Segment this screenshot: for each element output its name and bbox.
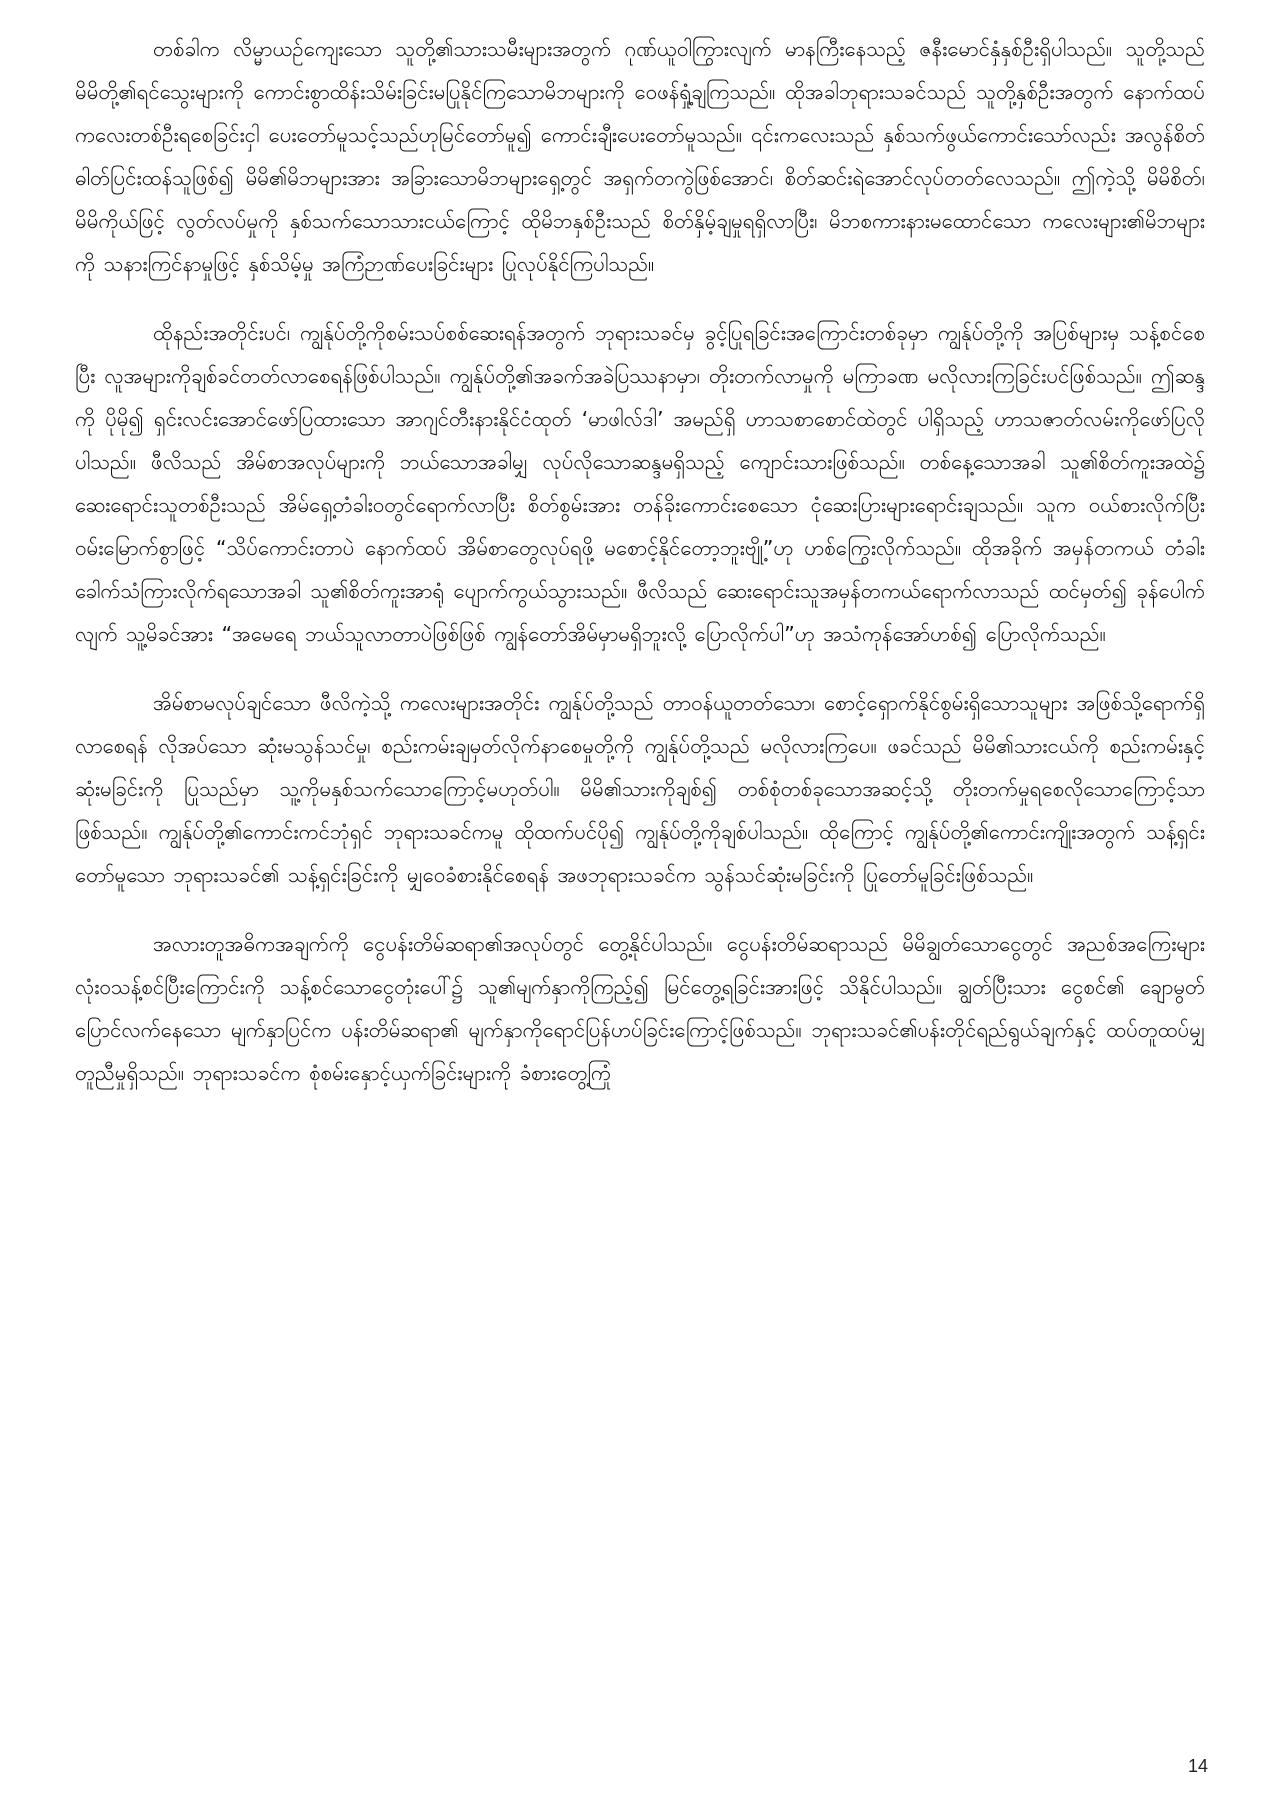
paragraph-2: ထိုနည်းအတိုင်းပင်၊ ကျွန်ုပ်တို့ကိုစမ်းသပ်စစ်ဆေးရန်အတွက် ဘုရားသခင်မှ ခွင့်ပြုရခြင်းအကြောင်းတစ်ခုမှာ ကျွန်ုပ်တို့ကို အပြစ်များမှ သန့်စင်စေပြီး လူအများကိုချစ်ခင်တတ်လာစေရန်ဖြစ်ပါသည်။ ကျွန်ုပ်တို့၏အခက်အခဲပြဿနာမှာ၊ တိုးတက်လာမှုကို မကြာခဏ မလိုလားကြခြင်းပင်ဖြစ်သည်။ ဤဆန္ဒကို ပိုမို၍ ရှင်းလင်းအောင်ဖော်ပြထားသော အာဂျင်တီးနားနိုင်ငံထုတ် ‘မာဖါလ်ဒါ’ အမည်ရှိ ဟာသစာစောင်ထဲတွင် ပါရှိသည့် ဟာသဇာတ်လမ်းကိုဖော်ပြလိုပါသည်။ ဖီလိသည် အိမ်စာအလုပ်များကို ဘယ်သောအခါမျှ လုပ်လိုသောဆန္ဒမရှိသည့် ကျောင်းသားဖြစ်သည်။ တစ်နေ့သောအခါ သူ၏စိတ်ကူးအထဲ၌ ဆေးရောင်းသူတစ်ဦးသည် အိမ်ရှေ့တံခါးဝတွင်ရောက်လာပြီး စိတ်စွမ်းအား တန်ခိုးကောင်းစေသော ငုံဆေးပြားများရောင်းချသည်။ သူက ဝယ်စားလိုက်ပြီး ဝမ်းမြောက်စွာဖြင့် “သိပ်ကောင်းတာပဲ နောက်ထပ် အိမ်စာတွေလုပ်ရဖို့ မစောင့်နိုင်တော့ဘူးဗျို့”ဟု ဟစ်ကြွေးလိုက်သည်။ ထိုအခိုက် အမှန်တကယ် တံခါးခေါက်သံကြားလိုက်ရသောအခါ သူ၏စိတ်ကူးအာရုံ ပျောက်ကွယ်သွားသည်။ ဖီလိသည် ဆေးရောင်းသူအမှန်တကယ်ရောက်လာသည် ထင်မှတ်၍ ခုန်ပေါက်လျက် သူ့မိခင်အား “အမေရေ ဘယ်သူလာတာပဲဖြစ်ဖြစ် ကျွန်တော်အိမ်မှာမရှိဘူးလို့ ပြောလိုက်ပါ”ဟု အသံကုန်အော်ဟစ်၍ ပြောလိုက်သည်။ [75, 321, 1205, 646]
paragraph-3: အိမ်စာမလုပ်ချင်သော ဖီလိကဲ့သို့ ကလေးများအတိုင်း ကျွန်ုပ်တို့သည် တာဝန်ယူတတ်သော၊ စောင့်ရှောက်နိုင်စွမ်းရှိသောသူများ အဖြစ်သို့ရောက်ရှိလာစေရန် လိုအပ်သော ဆုံးမသွန်သင်မှု၊ စည်းကမ်းချမှတ်လိုက်နာစေမှုတို့ကို ကျွန်ုပ်တို့သည် မလိုလားကြပေ။ ဖခင်သည် မိမိ၏သားငယ်ကို စည်းကမ်းနှင့်ဆုံးမခြင်းကို ပြုသည်မှာ သူ့ကိုမနှစ်သက်သောကြောင့်မဟုတ်ပါ။ မိမိ၏သားကိုချစ်၍ တစ်စုံတစ်ခုသောအဆင့်သို့ တိုးတက်မှုရစေလိုသောကြောင့်သာဖြစ်သည်။ ကျွန်ုပ်တို့၏ကောင်းကင်ဘုံရှင် ဘုရားသခင်ကမူ ထိုထက်ပင်ပို၍ ကျွန်ုပ်တို့ကိုချစ်ပါသည်။ ထိုကြောင့် ကျွန်ုပ်တို့၏ကောင်းကျိုးအတွက် သန့်ရှင်းတော်မူသော ဘုရားသခင်၏ သန့်ရှင်းခြင်းကို မျှဝေခံစားနိုင်စေရန် အဖဘုရားသခင်က သွန်သင်ဆုံးမခြင်းကို ပြုတော်မူခြင်းဖြစ်သည်။ [75, 691, 1205, 887]
paragraph-4: အလားတူအဓိကအချက်ကို ငွေပန်းတိမ်ဆရာ၏အလုပ်တွင် တွေ့နိုင်ပါသည်။ ငွေပန်းတိမ်ဆရာသည် မိမိချွတ်သောငွေတွင် အညစ်အကြေးများ လုံးဝသန့်စင်ပြီးကြောင်းကို သန့်စင်သောငွေတုံးပေါ်၌ သူ၏မျက်နှာကိုကြည့်၍ မြင်တွေ့ရခြင်းအားဖြင့် သိနိုင်ပါသည်။ ချွတ်ပြီးသား ငွေစင်၏ ချောမွတ်ပြောင်လက်နေသော မျက်နှာပြင်က ပန်းတိမ်ဆရာ၏ မျက်နှာကိုရောင်ပြန်ဟပ်ခြင်းကြောင့်ဖြစ်သည်။ ဘုရားသခင်၏ပန်းတိုင်ရည်ရွယ်ချက်နှင့် ထပ်တူထပ်မျှတူညီမှုရှိသည်။ ဘုရားသခင်က စုံစမ်းနှောင့်ယှက်ခြင်းများကို ခံစားတွေ့ကြုံ [75, 932, 1205, 1085]
paragraph-1: တစ်ခါက လိမ္မာယဉ်ကျေးသော သူတို့၏သားသမီးများအတွက် ဂုဏ်ယူဝါကြွားလျက် မာနကြီးနေသည့် ဇနီးမောင်နှံနှစ်ဦးရှိပါသည်။ သူတို့သည် မိမိတို့၏ရင်သွေးများကို ကောင်းစွာထိန်းသိမ်းခြင်းမပြုနိုင်ကြသောမိဘများကို ဝေဖန်ရှုံ့ချကြသည်။ ထိုအခါဘုရားသခင်သည် သူတို့နှစ်ဦးအတွက် နောက်ထပ်ကလေးတစ်ဦးရစေခြင်းငှါ ပေးတော်မူသင့်သည်ဟုမြင်တော်မူ၍ ကောင်းချီးပေးတော်မူသည်။ ၎င်းကလေးသည် နှစ်သက်ဖွယ်ကောင်းသော်လည်း အလွန်စိတ်ဓါတ်ပြင်းထန်သူဖြစ်၍ မိမိ၏မိဘများအား အခြားသောမိဘများရှေ့တွင် အရှက်တကွဲဖြစ်အောင်၊ စိတ်ဆင်းရဲအောင်လုပ်တတ်လေသည်။ ဤကဲ့သို့ မိမိစိတ်၊ မိမိကိုယ်ဖြင့် လွတ်လပ်မှုကို နှစ်သက်သောသားငယ်ကြောင့် ထိုမိဘနှစ်ဦးသည် စိတ်နှိမ့်ချမှုရရှိလာပြီး၊ မိဘစကားနားမထောင်သော ကလေးများ၏မိဘများကို သနားကြင်နာမှုဖြင့် နှစ်သိမ့်မှု အကြံဉာဏ်ပေးခြင်းများ ပြုလုပ်နိုင်ကြပါသည်။ [75, 37, 1205, 276]
page-number: 14 [1187, 1756, 1208, 1776]
